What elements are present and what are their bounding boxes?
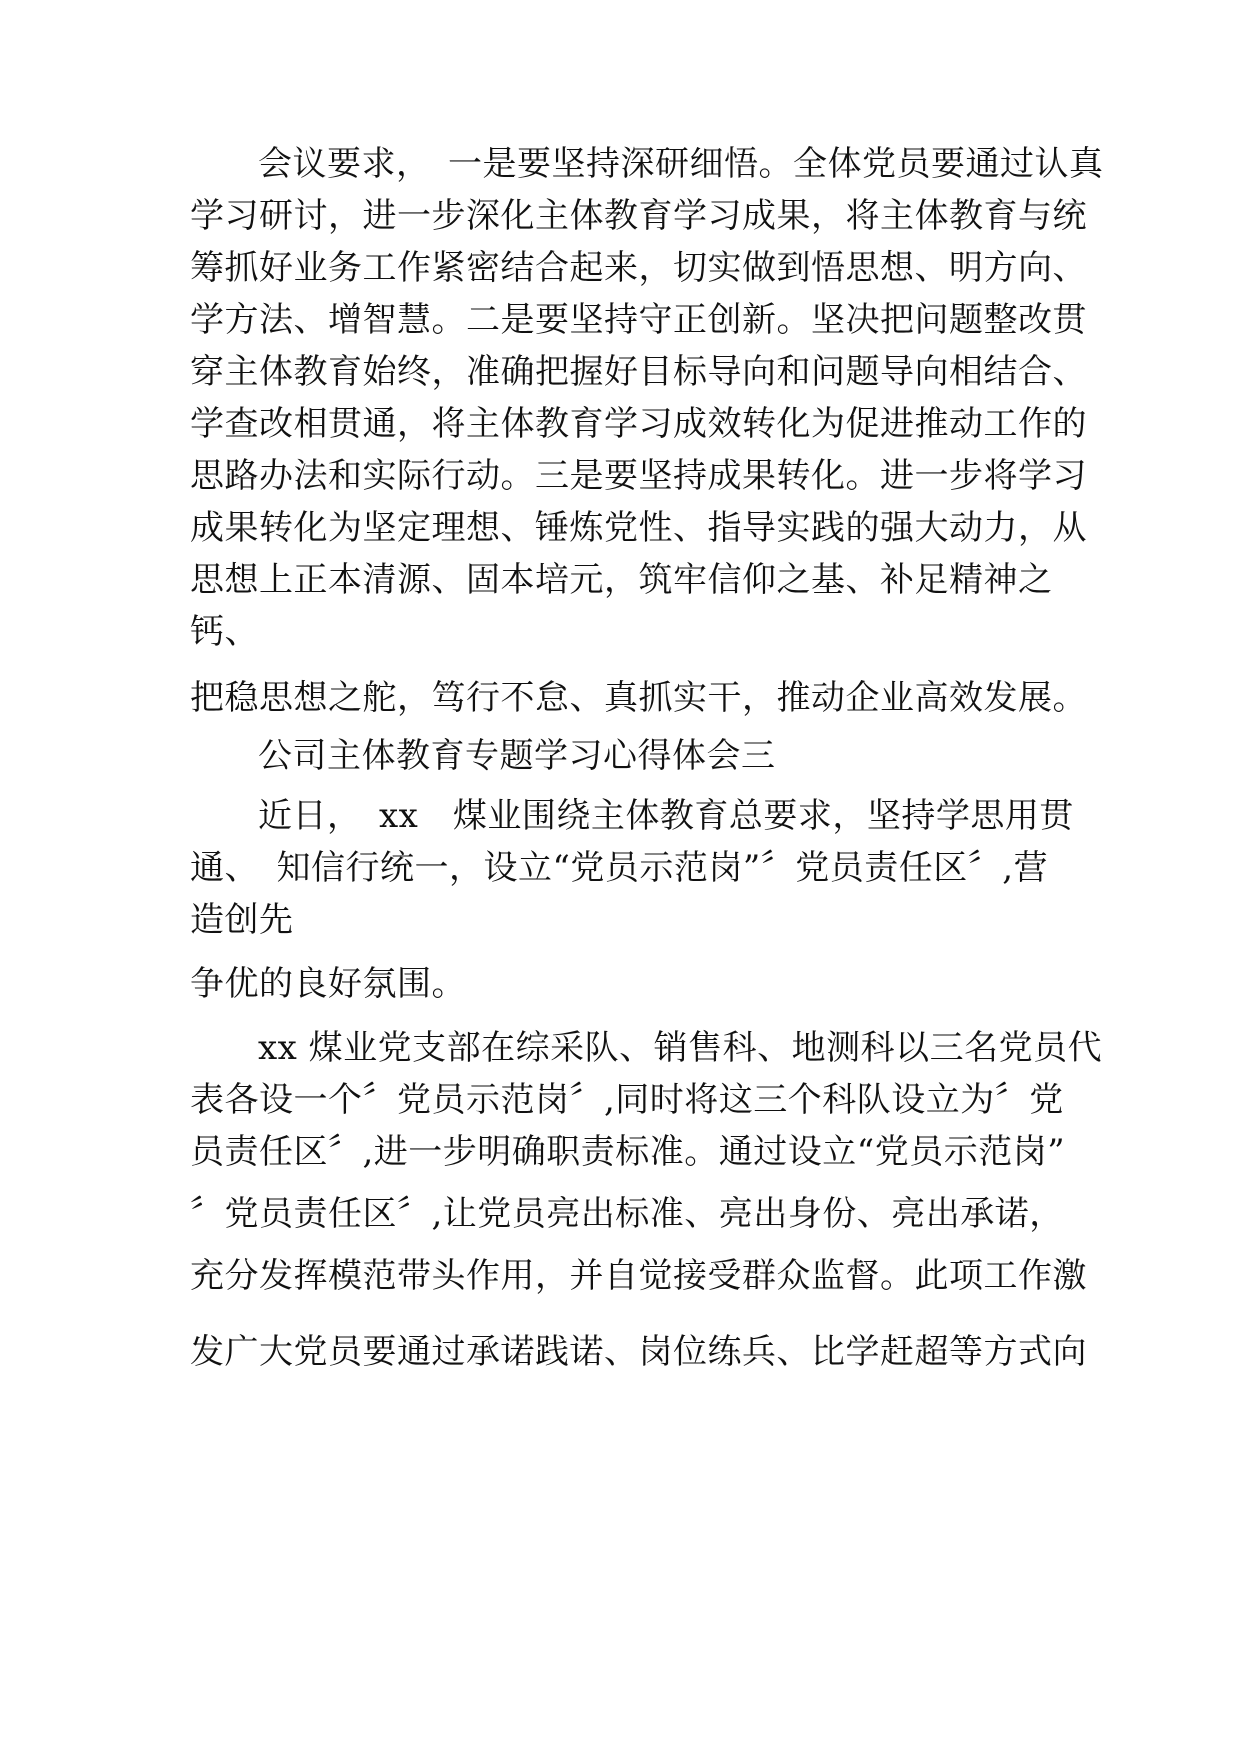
paragraph-line: 思路办法和实际行动。三是要坚持成果转化。进一步将学习: [190, 456, 1087, 496]
paragraph-line: 成果转化为坚定理想、锤炼党性、指导实践的强大动力，从: [190, 508, 1087, 548]
paragraph-line: 发广大党员要通过承诺践诺、岗位练兵、比学赶超等方式向: [190, 1332, 1087, 1372]
paragraph-line: 学查改相贯通，将主体教育学习成效转化为促进推动工作的: [190, 404, 1087, 444]
paragraph-line: xx 煤业党支部在综采队、销售科、地测科以三名党员代: [258, 1028, 1103, 1068]
paragraph-line: 表各设一个〞党员示范岗〞,同时将这三个科队设立为〞党: [190, 1080, 1064, 1120]
paragraph-line: 员责任区〞,进一步明确职责标准。通过设立“党员示范岗”: [190, 1132, 1066, 1172]
paragraph-line: 穿主体教育始终，准确把握好目标导向和问题导向相结合、: [190, 352, 1087, 392]
paragraph-line: 充分发挥模范带头作用，并自觉接受群众监督。此项工作激: [190, 1256, 1087, 1296]
paragraph-line: 钙、: [190, 612, 259, 652]
paragraph-line: 把稳思想之舵，笃行不怠、真抓实干，推动企业高效发展。: [190, 678, 1087, 718]
paragraph-line: 思想上正本清源、固本培元，筑牢信仰之基、补足精神之: [190, 560, 1053, 600]
paragraph-line: 近日， xx 煤业围绕主体教育总要求，坚持学思用贯: [258, 796, 1074, 836]
paragraph-line: 学习研讨，进一步深化主体教育学习成果，将主体教育与统: [190, 196, 1087, 236]
paragraph-line: 通、 知信行统一，设立“党员示范岗”〞党员责任区〞,营: [190, 848, 1049, 888]
paragraph-line: 〞党员责任区〞,让党员亮出标准、亮出身份、亮出承诺，: [190, 1194, 1064, 1234]
paragraph-line: 争优的良好氛围。: [190, 964, 466, 1004]
paragraph-line: 筹抓好业务工作紧密结合起来，切实做到悟思想、明方向、: [190, 248, 1087, 288]
paragraph-line: 学方法、增智慧。二是要坚持守正创新。坚决把问题整改贯: [190, 300, 1087, 340]
paragraph-line: 会议要求， 一是要坚持深研细悟。全体党员要通过认真: [258, 144, 1104, 184]
paragraph-line: 造创先: [190, 900, 294, 940]
section-heading: 公司主体教育专题学习心得体会三: [258, 736, 776, 776]
